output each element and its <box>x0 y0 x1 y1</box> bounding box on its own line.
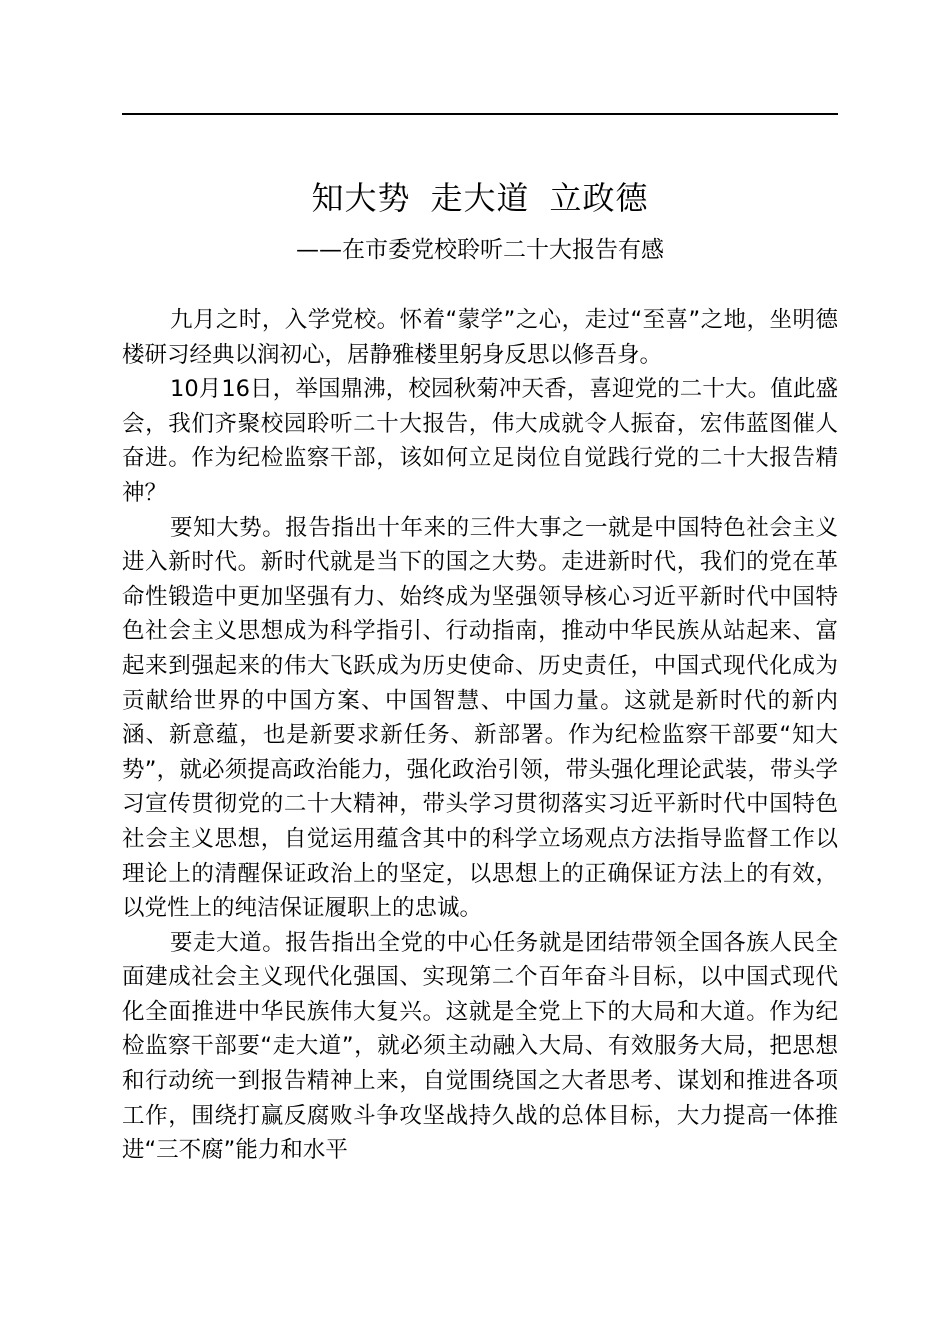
header-rule <box>122 113 838 115</box>
title-part-2: 走大道 <box>430 179 530 217</box>
paragraph-congress: 10月16日，举国鼎沸，校园秋菊冲天香，喜迎党的二十大。值此盛会，我们齐聚校园聆听二十大报告，伟大成就令人振奋，宏伟蓝图催人奋进。作为纪检监察干部，该如何立足岗位自觉践行党的二十大报告精神？ <box>122 376 838 506</box>
page-subtitle: ——在市委党校聆听二十大报告有感 <box>296 237 664 263</box>
page-title <box>122 176 838 220</box>
paragraph-know-trend: 要知大势。报告指出十年来的三件大事之一就是中国特色社会主义进入新时代。新时代就是当下的国之大势。走进新时代，我们的党在革命性锻造中更加坚强有力、始终成为坚强领导核心习近平新时代中国特色社会主义思想成为科学指引、行动指南，推动中华民族从站起来、富起来到强起来的伟大飞跃成为历史使命、历史责任，中国式现代化成为贡献给世界的中国方案、中国智慧、中国力量。这就是新时代的新内涵、新意蕴，也是新要求新任务、新部署。作为纪检监察干部要“知大势”，就必须提高政治能力，强化政治引领，带头强化理论武装，带头学习宣传贯彻党的二十大精神，带头学习贯彻落实习近平新时代中国特色社会主义思想，自觉运用蕴含其中的科学立场观点方法指导监督工作以理论上的清醒保证政治上的坚定，以思想上的正确保证方法上的有效，以党性上的纯洁保证履职上的忠诚。 <box>122 514 838 922</box>
title-part-3: 立政德 <box>549 179 649 217</box>
title-part-1: 知大势 <box>311 179 411 217</box>
article-body <box>122 303 838 1168</box>
paragraph-take-road: 要走大道。报告指出全党的中心任务就是团结带领全国各族人民全面建成社会主义现代化强国、实现第二个百年奋斗目标，以中国式现代化全面推进中华民族伟大复兴。这就是全党上下的大局和大道。作为纪检监察干部要“走大道”，就必须主动融入大局、有效服务大局，把思想和行动统一到报告精神上来，自觉围绕国之大者思考、谋划和推进各项工作，围绕打赢反腐败斗争攻坚战持久战的总体目标，大力提高一体推进“三不腐”能力和水平 <box>122 929 838 1164</box>
paragraph-intro: 九月之时，入学党校。怀着“蒙学”之心，走过“至喜”之地，坐明德楼研习经典以润初心，居静雅楼里躬身反思以修吾身。 <box>122 307 838 368</box>
